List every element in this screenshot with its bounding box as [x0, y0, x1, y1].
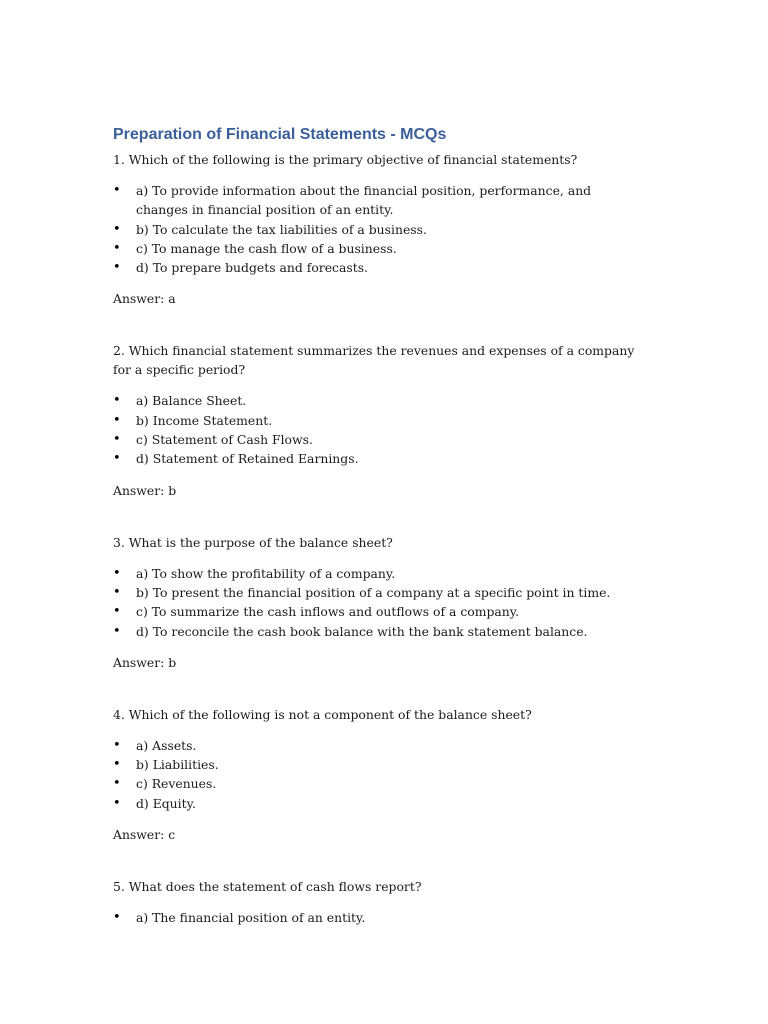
- option-text: a) The financial position of an entity.: [136, 910, 366, 926]
- bullet-icon: •: [113, 795, 121, 811]
- option-item: [113, 583, 643, 602]
- question-block: [113, 705, 643, 844]
- question-text: 1. Which of the following is the primary objective of financial statements?: [113, 152, 578, 167]
- option-text: c) Statement of Cash Flows.: [136, 432, 313, 448]
- question-list: [113, 150, 643, 927]
- answer-text: Answer: b: [113, 654, 177, 670]
- option-text: a) To show the profitability of a company.: [136, 565, 396, 581]
- bullet-icon: •: [113, 240, 121, 256]
- document-page: [113, 124, 643, 939]
- question-block: [113, 533, 643, 672]
- document-title: Preparation of Financial Statements - MCQs: [113, 126, 447, 143]
- question-block: [113, 150, 643, 308]
- bullet-icon: •: [113, 412, 121, 428]
- option-item: [113, 411, 643, 430]
- bullet-icon: •: [113, 565, 121, 581]
- option-text: a) Assets.: [136, 737, 197, 753]
- option-text: c) Revenues.: [136, 776, 217, 792]
- option-list: [113, 908, 643, 927]
- option-text: c) To manage the cash flow of a business.: [136, 240, 397, 256]
- option-item: [113, 181, 643, 220]
- question-block: [113, 341, 643, 499]
- option-text: d) To reconcile the cash book balance with the bank statement balance.: [136, 623, 588, 639]
- option-text: b) Liabilities.: [136, 757, 219, 773]
- bullet-icon: •: [113, 393, 121, 409]
- bullet-icon: •: [113, 432, 121, 448]
- bullet-icon: •: [113, 183, 121, 198]
- question-text: 4. Which of the following is not a component of the balance sheet?: [113, 706, 532, 722]
- option-item: [113, 220, 643, 239]
- option-item: [113, 258, 643, 277]
- answer-text: Answer: b: [113, 482, 177, 498]
- option-text: b) To calculate the tax liabilities of a business.: [136, 221, 427, 237]
- question-text: 3. What is the purpose of the balance sheet?: [113, 534, 393, 550]
- bullet-icon: •: [113, 451, 121, 467]
- question-text: 5. What does the statement of cash flows report?: [113, 879, 422, 895]
- option-item: [113, 774, 643, 793]
- option-item: [113, 755, 643, 774]
- option-list: [113, 736, 643, 813]
- option-item: [113, 736, 643, 755]
- option-list: [113, 564, 643, 641]
- option-item: [113, 239, 643, 258]
- option-text: d) Equity.: [136, 795, 196, 811]
- bullet-icon: •: [113, 737, 121, 753]
- answer-text: Answer: c: [113, 827, 176, 843]
- bullet-icon: •: [113, 776, 121, 792]
- bullet-icon: •: [113, 910, 121, 926]
- option-item: [113, 908, 643, 927]
- question-text: 2. Which financial statement summarizes the revenues and expenses of a company for a specific period?: [113, 343, 635, 378]
- bullet-icon: •: [113, 584, 121, 600]
- bullet-icon: •: [113, 623, 121, 639]
- bullet-icon: •: [113, 221, 121, 237]
- question-block: [113, 877, 643, 927]
- option-list: [113, 181, 643, 277]
- option-item: [113, 794, 643, 813]
- bullet-icon: •: [113, 604, 121, 620]
- option-text: d) Statement of Retained Earnings.: [136, 451, 359, 467]
- bullet-icon: •: [113, 757, 121, 773]
- answer-text: Answer: a: [113, 291, 176, 307]
- option-text: c) To summarize the cash inflows and outflows of a company.: [136, 604, 520, 620]
- option-item: [113, 449, 643, 468]
- option-text: a) Balance Sheet.: [136, 393, 247, 409]
- option-text: a) To provide information about the financial position, performance, and changes in financial position of an entity.: [136, 183, 592, 218]
- option-text: d) To prepare budgets and forecasts.: [136, 260, 368, 276]
- option-item: [113, 602, 643, 621]
- option-item: [113, 430, 643, 449]
- option-item: [113, 391, 643, 410]
- option-item: [113, 622, 643, 641]
- bullet-icon: •: [113, 260, 121, 276]
- option-text: b) Income Statement.: [136, 412, 273, 428]
- option-text: b) To present the financial position of a company at a specific point in time.: [136, 584, 611, 600]
- option-item: [113, 564, 643, 583]
- option-list: [113, 391, 643, 468]
